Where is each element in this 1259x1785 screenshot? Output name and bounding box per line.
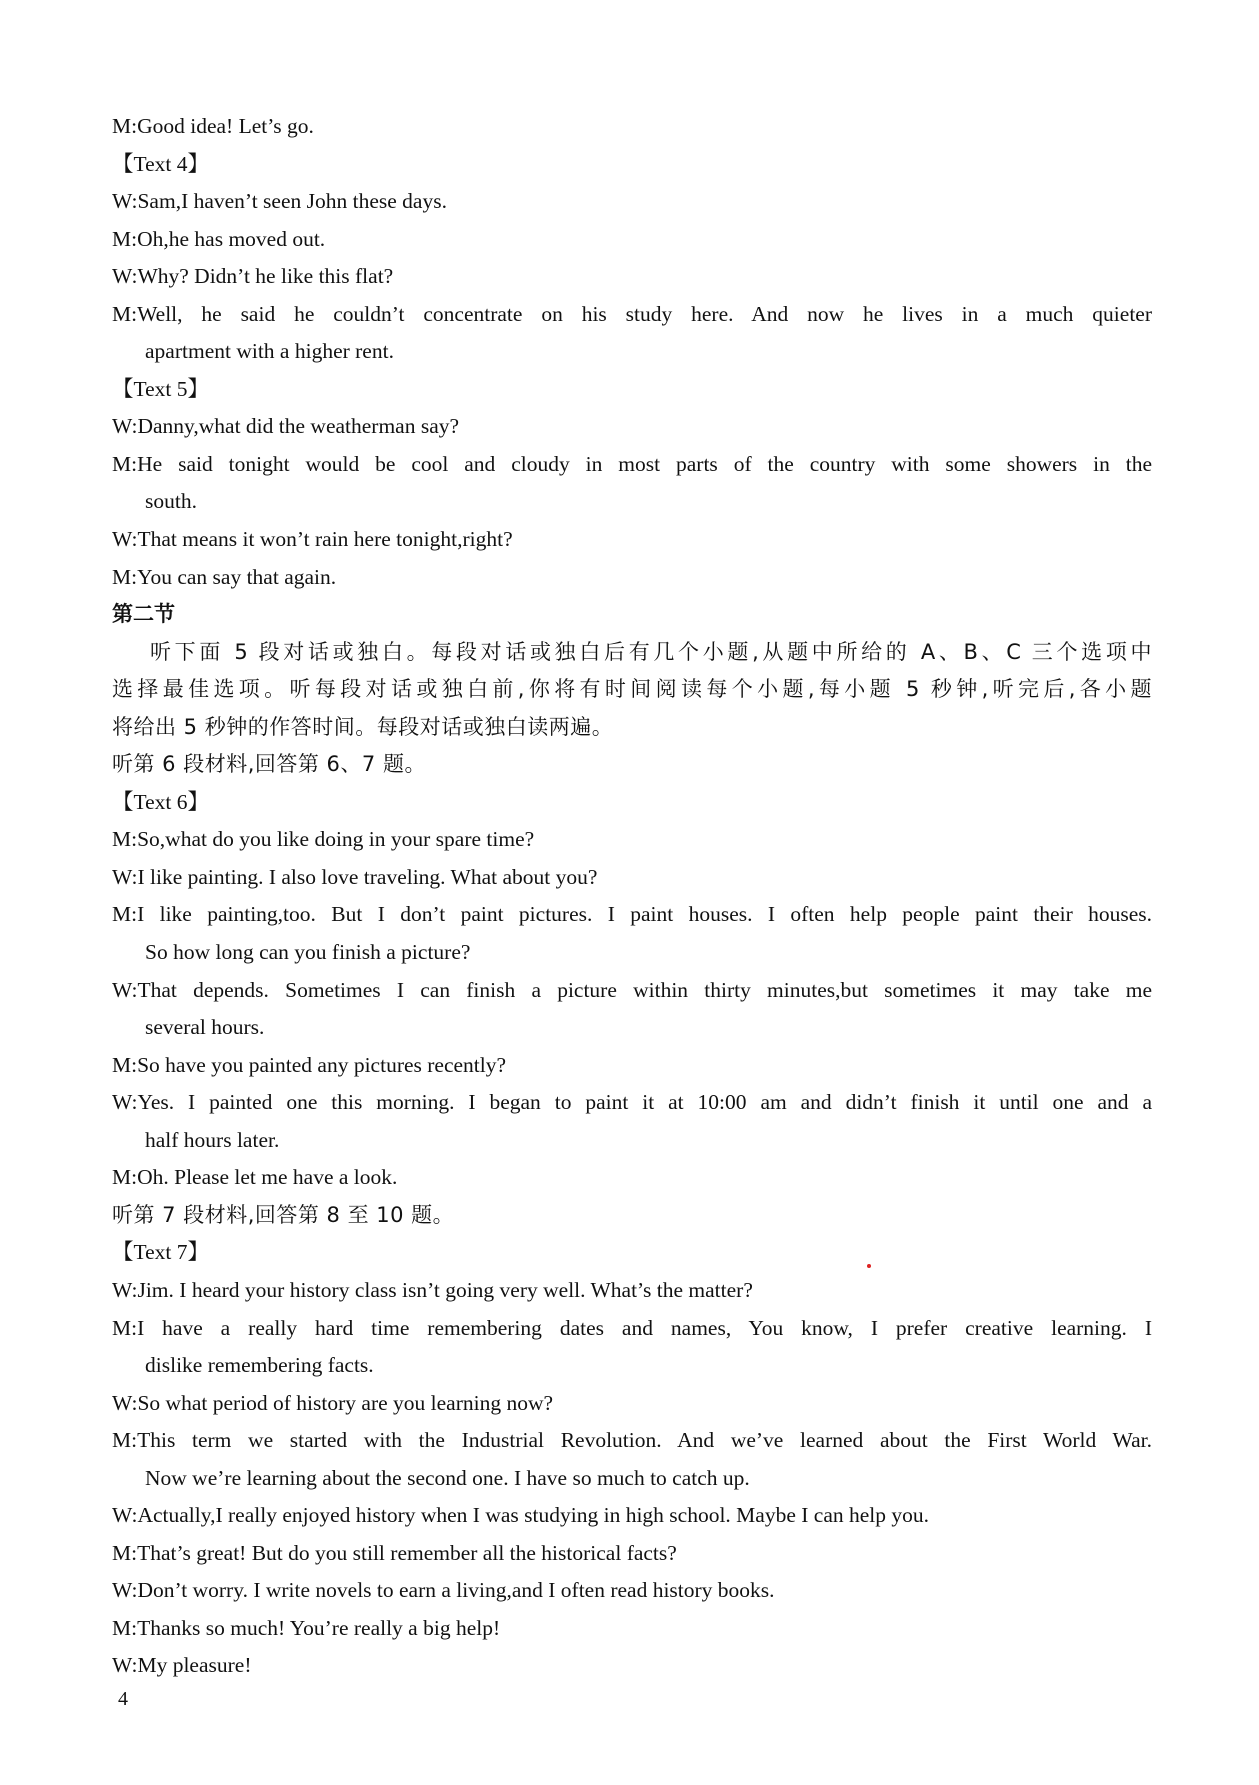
dialogue-line: M:Oh. Please let me have a look.	[112, 1165, 398, 1190]
dialogue-line-continuation: dislike remembering facts.	[145, 1353, 374, 1378]
instruction-line: 选择最佳选项。听每段对话或独白前,你将有时间阅读每个小题,每小题 5 秒钟,听完后,各小题	[112, 677, 1152, 702]
dialogue-line: M:Oh,he has moved out.	[112, 226, 326, 251]
dialogue-line: W:Don’t worry. I write novels to earn a living,and I often read history books.	[112, 1578, 775, 1603]
red-dot-mark	[867, 1264, 871, 1268]
question-range-line: 听第 7 段材料,回答第 8 至 10 题。	[112, 1202, 455, 1227]
dialogue-line: W:That means it won’t rain here tonight,right?	[112, 527, 513, 552]
dialogue-line: W:Actually,I really enjoyed history when I was studying in high school. Maybe I can help you.	[112, 1503, 930, 1528]
dialogue-line-continuation: Now we’re learning about the second one. I have so much to catch up.	[145, 1465, 750, 1490]
dialogue-line: M:That’s great! But do you still remember all the historical facts?	[112, 1540, 677, 1565]
section-label-text-6: 【Text 6】	[112, 789, 210, 814]
dialogue-line: M:So,what do you like doing in your spare time?	[112, 827, 535, 852]
section-label-text-5: 【Text 5】	[112, 376, 210, 401]
dialogue-line: W:Sam,I haven’t seen John these days.	[112, 189, 447, 214]
dialogue-line-continuation: half hours later.	[145, 1127, 280, 1152]
dialogue-line: W:Yes. I painted one this morning. I began to paint it at 10:00 am and didn’t finish it until one and a	[112, 1090, 1152, 1115]
dialogue-line: W:My pleasure!	[112, 1653, 252, 1678]
section-label-text-7: 【Text 7】	[112, 1240, 210, 1265]
dialogue-line: W:That depends. Sometimes I can finish a picture within thirty minutes,but sometimes it may take me	[112, 977, 1152, 1002]
section-label-text-4: 【Text 4】	[112, 151, 210, 176]
dialogue-line: M:Good idea! Let’s go.	[112, 114, 314, 138]
dialogue-line: W:Jim. I heard your history class isn’t going very well. What’s the matter?	[112, 1277, 753, 1302]
dialogue-line: M:This term we started with the Industrial Revolution. And we’ve learned about the First World War.	[112, 1428, 1152, 1453]
instruction-line: 听下面 5 段对话或独白。每段对话或独白后有几个小题,从题中所给的 A、B、C 三个选项中	[150, 639, 1152, 664]
dialogue-line-continuation: So how long can you finish a picture?	[145, 940, 471, 965]
instruction-line: 将给出 5 秒钟的作答时间。每段对话或独白读两遍。	[112, 714, 614, 739]
question-range-line: 听第 6 段材料,回答第 6、7 题。	[112, 752, 426, 777]
dialogue-line: W:Danny,what did the weatherman say?	[112, 414, 460, 439]
section-heading: 第二节	[112, 602, 175, 627]
dialogue-line: M:He said tonight would be cool and cloudy in most parts of the country with some showers in the	[112, 451, 1152, 476]
dialogue-line: W:So what period of history are you learning now?	[112, 1390, 554, 1415]
dialogue-line: M:I like painting,too. But I don’t paint pictures. I paint houses. I often help people paint their houses.	[112, 902, 1152, 927]
dialogue-line-continuation: south.	[145, 489, 197, 514]
dialogue-line-continuation: several hours.	[145, 1015, 265, 1040]
dialogue-line: M:Well, he said he couldn’t concentrate on his study here. And now he lives in a much quieter	[112, 301, 1152, 326]
dialogue-line: W:Why? Didn’t he like this flat?	[112, 264, 394, 289]
dialogue-line-continuation: apartment with a higher rent.	[145, 339, 394, 364]
dialogue-line: M:You can say that again.	[112, 564, 337, 589]
transcript-text	[112, 108, 1152, 1685]
page-number: 4	[118, 1688, 128, 1710]
dialogue-line: M:So have you painted any pictures recently?	[112, 1052, 507, 1077]
dialogue-line: M:Thanks so much! You’re really a big help!	[112, 1615, 501, 1640]
dialogue-line: M:I have a really hard time remembering dates and names, You know, I prefer creative learning. I	[112, 1315, 1152, 1340]
dialogue-line: W:I like painting. I also love traveling. What about you?	[112, 864, 598, 889]
